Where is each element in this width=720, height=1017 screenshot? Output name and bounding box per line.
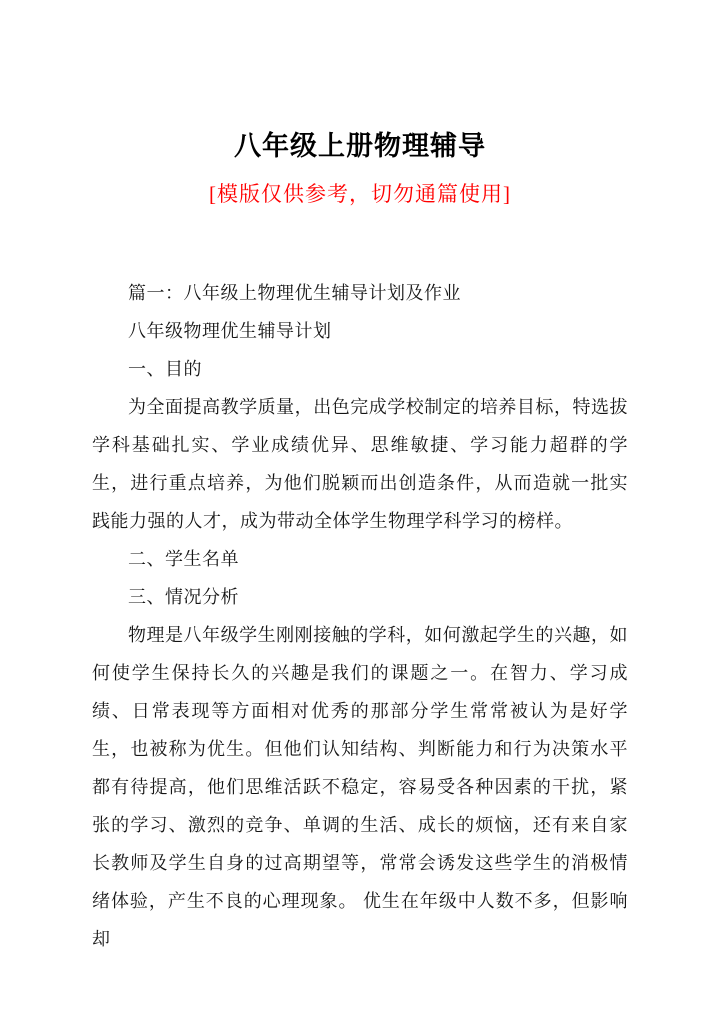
paragraph-section-students: 二、学生名单 — [128, 548, 239, 569]
paragraph-heading-2: 八年级物理优生辅导计划 — [128, 320, 332, 341]
paragraph-analysis-body: 物理是八年级学生刚刚接触的学科，如何激起学生的兴趣，如何使学生保持长久的兴趣是我们的课题之一。在智力、学习成绩、日常表现等方面相对优秀的那部分学生常常被认为是好学生，也被称为优生。但他们认知结构、判断能力和行为决策水平都有待提高，他们思维活跃不稳定，容易受各种因素的干扰，紧张的学习、激烈的竞争、单调的生活、成长的烦恼，还有来自家长教师及学生自身的过高期望等，常常会诱发这些学生的消极情绪体验，产生不良的心理现象。 优生在年级中人数不多，但影响却 — [92, 624, 628, 949]
paragraph-purpose-body: 为全面提高教学质量，出色完成学校制定的培养目标，特选拔学科基础扎实、学业成绩优异、思维敏捷、学习能力超群的学生，进行重点培养，为他们脱颖而出创造条件，从而造就一批实践能力强的人才，成为带动全体学生物理学科学习的榜样。 — [92, 396, 628, 531]
document-subtitle: [模版仅供参考，切勿通篇使用] — [209, 182, 511, 207]
paragraph-section-analysis: 三、情况分析 — [128, 586, 239, 607]
document-body — [92, 274, 628, 958]
document-title: 八年级上册物理辅导 — [234, 131, 486, 161]
paragraph-heading-1: 篇一：八年级上物理优生辅导计划及作业 — [128, 282, 461, 303]
paragraph-section-purpose: 一、目的 — [128, 358, 202, 379]
